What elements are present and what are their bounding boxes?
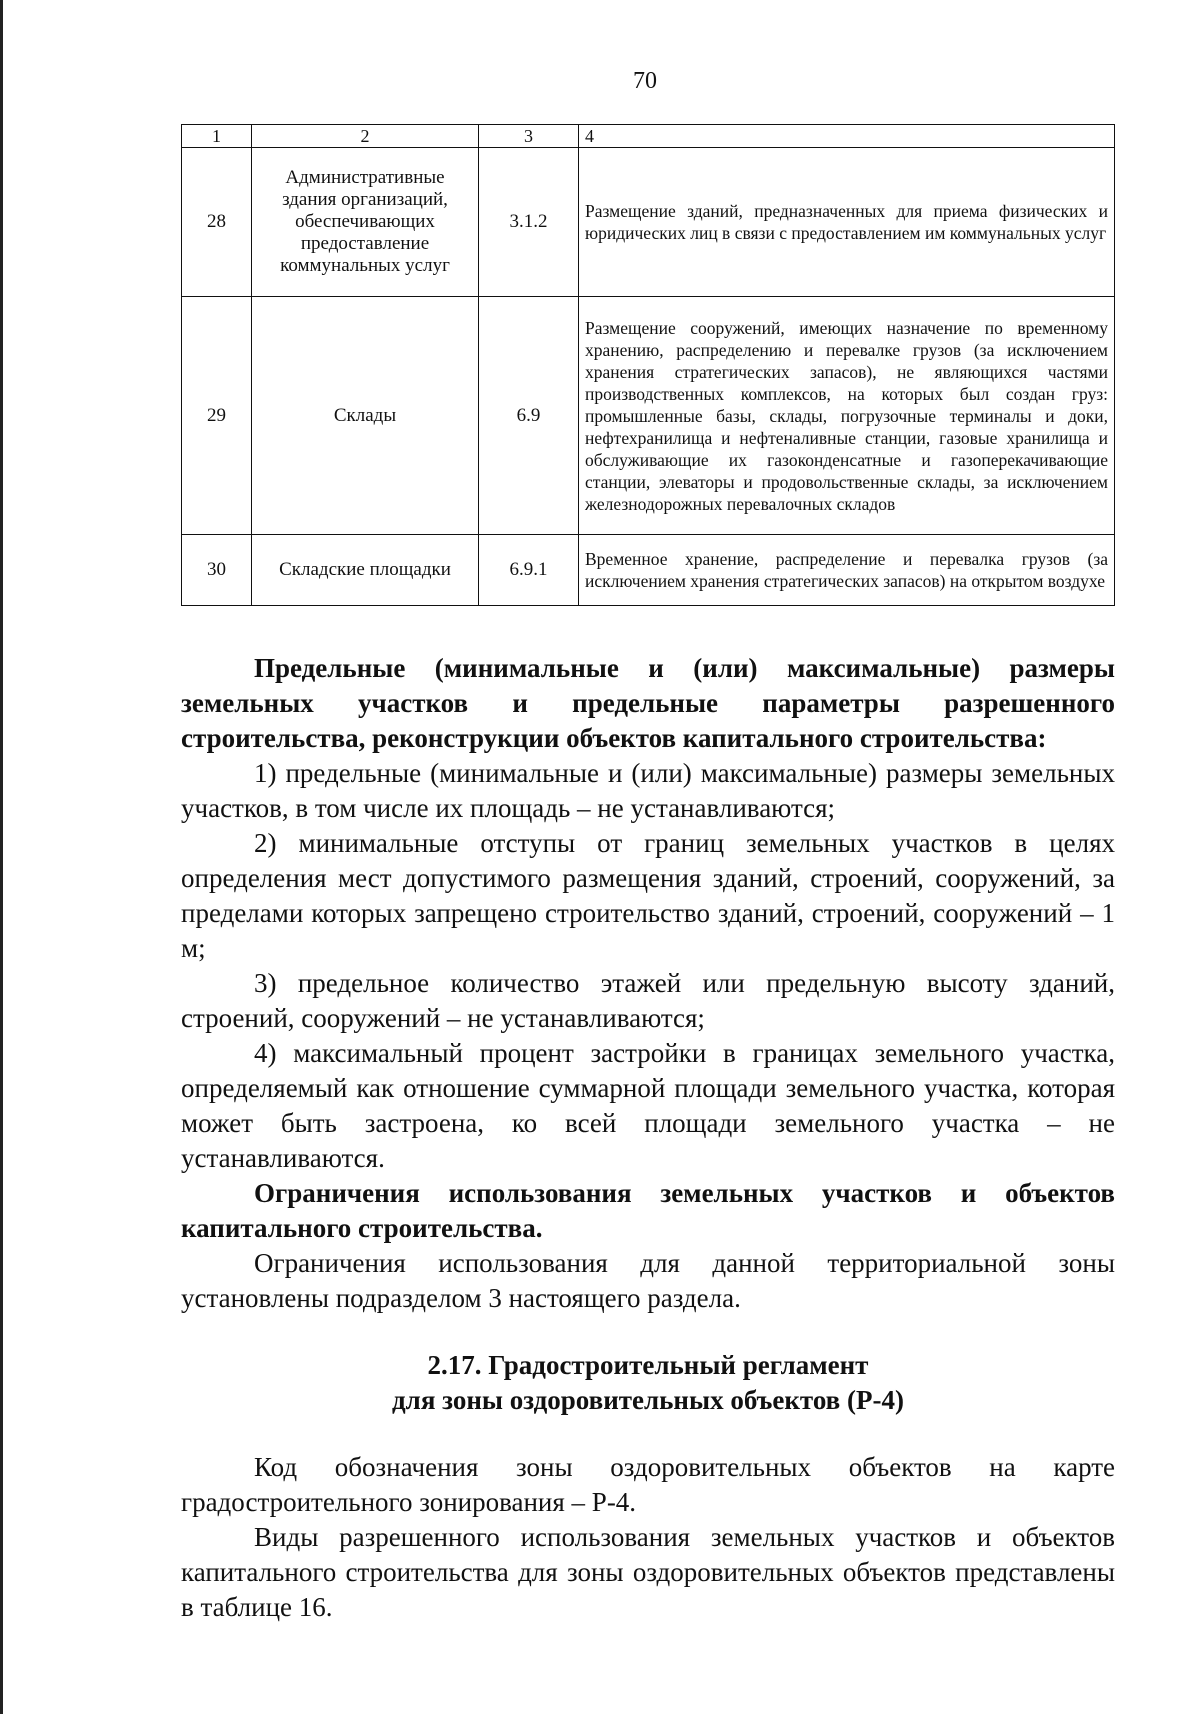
section-2-17-body (181, 1450, 1115, 1625)
table-row (182, 535, 1115, 606)
use-type-description: Размещение сооружений, имеющих назначение по временному хранению, распределению и перевалке грузов (за исключением хранения стратегических запасов), не являющихся частями производственных комплексов, на которых был создан груз: промышленные базы, склады, погрузочные терминалы и доки, нефтехранилища и нефтеналивные станции, газовые хранилища и обслуживающие их газоконденсатные и газоперекачивающие станции, элеваторы и продовольственные склады, за исключением железнодорожных перевалочных складов (579, 297, 1115, 535)
section-2-17-title (181, 1348, 1115, 1418)
table-row (182, 297, 1115, 535)
page-number: 70 (633, 68, 657, 94)
table-header-cell: 4 (579, 125, 1115, 148)
row-number: 28 (182, 148, 252, 297)
row-number: 29 (182, 297, 252, 535)
limits-heading: Предельные (минимальные и (или) максимальные) размеры земельных участков и предельные параметры разрешенного строительства, реконструкции объектов капитального строительства: (181, 653, 1115, 753)
section-title-line-1: 2.17. Градостроительный регламент (427, 1350, 869, 1380)
use-type-code: 6.9 (479, 297, 579, 535)
use-type-name: Склады (252, 297, 479, 535)
restrictions-text: Ограничения использования для данной территориальной зоны установлены подразделом 3 настоящего раздела. (181, 1248, 1115, 1313)
section-title-line-2: для зоны оздоровительных объектов (Р-4) (392, 1385, 904, 1415)
table-row (182, 148, 1115, 297)
use-type-name: Административные здания организаций, обеспечивающих предоставление коммунальных услуг (252, 148, 479, 297)
table-header-cell: 1 (182, 125, 252, 148)
use-type-code: 3.1.2 (479, 148, 579, 297)
table-header-row (182, 125, 1115, 148)
zone-code-paragraph: Код обозначения зоны оздоровительных объектов на карте градостроительного зонирования – Р-4. (181, 1452, 1115, 1517)
limits-item-2: 2) минимальные отступы от границ земельных участков в целях определения мест допустимого размещения зданий, строений, сооружений, за пределами которых запрещено строительство зданий, строений, сооружений – 1 м; (181, 828, 1115, 963)
table-header-cell: 2 (252, 125, 479, 148)
limits-item-4: 4) максимальный процент застройки в границах земельного участка, определяемый как отношение суммарной площади земельного участка, которая может быть застроена, ко всей площади земельного участка – не устанавливаются. (181, 1038, 1115, 1173)
use-type-name: Складские площадки (252, 535, 479, 606)
use-type-code: 6.9.1 (479, 535, 579, 606)
restrictions-heading: Ограничения использования земельных участков и объектов капитального строительства. (181, 1178, 1115, 1243)
limits-item-3: 3) предельное количество этажей или предельную высоту зданий, строений, сооружений – не устанавливаются; (181, 968, 1115, 1033)
table-header-cell: 3 (479, 125, 579, 148)
use-type-description: Временное хранение, распределение и перевалка грузов (за исключением хранения стратегических запасов) на открытом воздухе (579, 535, 1115, 606)
permitted-uses-paragraph: Виды разрешенного использования земельных участков и объектов капитального строительства для зоны оздоровительных объектов представлены в таблице 16. (181, 1522, 1115, 1622)
scan-edge (0, 0, 3, 1714)
land-use-table (181, 124, 1115, 606)
row-number: 30 (182, 535, 252, 606)
use-type-description: Размещение зданий, предназначенных для приема физических и юридических лиц в связи с предоставлением им коммунальных услуг (579, 148, 1115, 297)
limits-section (181, 651, 1115, 1316)
limits-item-1: 1) предельные (минимальные и (или) максимальные) размеры земельных участков, в том числе их площадь – не устанавливаются; (181, 758, 1115, 823)
